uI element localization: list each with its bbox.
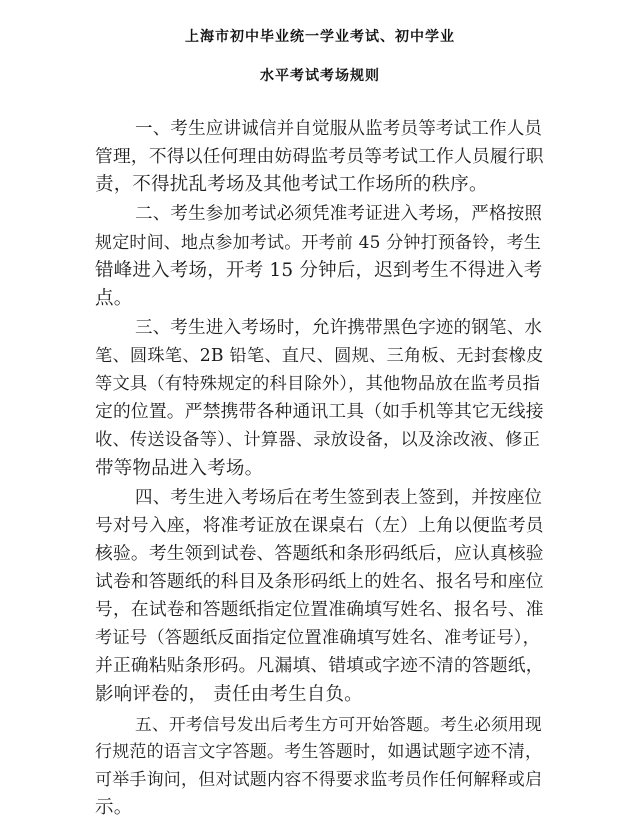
rule-2-line-3: 错峰进入考场，开考 15 分钟后，迟到考生不得进入考 — [95, 260, 543, 281]
rule-3-line-5: 收、传送设备等）、计算器、录放设备，以及涂改液、修正 — [95, 430, 541, 450]
rule-1-line-3: 责，不得扰乱考场及其他考试工作场所的秩序。 — [95, 174, 488, 195]
rule-4-line-7: 并正确粘贴条形码。凡漏填、错填或字迹不清的答题纸， — [95, 656, 544, 676]
rule-1-line-2: 管理，不得以任何理由妨碍监考员等考试工作人员履行职 — [95, 147, 544, 167]
rule-5-line-1: 五、开考信号发出后考生方可开始答题。考生必须用现 — [135, 714, 542, 734]
rule-3-line-3: 等文具（有特殊规定的科目除外），其他物品放在监考员指 — [95, 374, 541, 394]
rule-5-line-2: 行规范的语言文字答题。考生答题时，如遇试题字迹不清， — [95, 742, 543, 762]
rule-3-line-6: 带等物品进入考场。 — [95, 458, 264, 479]
rule-4-line-3: 核验。考生领到试卷、答题纸和条形码纸后，应认真核验 — [95, 544, 544, 564]
rule-2-line-4: 点。 — [95, 288, 133, 309]
rule-4-line-5: 号，在试卷和答题纸指定位置准确填写姓名、报名号、准 — [95, 600, 544, 620]
rule-3-line-1: 三、考生进入考场时，允许携带黑色字迹的钢笔、水 — [135, 318, 543, 338]
document-title-line-1: 上海市初中毕业统一学业考试、初中学业 — [185, 29, 455, 45]
document-title-line-2: 水平考试考场规则 — [260, 68, 380, 84]
rule-1-line-1: 一、考生应讲诚信并自觉服从监考员等考试工作人员 — [135, 119, 543, 139]
rule-2-line-2: 规定时间、地点参加考试。开考前 45 分钟打预备铃，考生 — [95, 233, 542, 253]
rule-5-line-4: 示。 — [95, 797, 133, 818]
rule-4-line-8: 影响评卷的， 责任由考生自负。 — [95, 684, 363, 705]
rule-5-line-3: 可举手询问，但对试题内容不得要求监考员作任何解释或启 — [95, 770, 543, 790]
rule-4-line-6: 考证号（答题纸反面指定位置准确填写姓名、准考证号）， — [95, 628, 541, 648]
rule-2-line-1: 二、考生参加考试必须凭准考证进入考场，严格按照 — [135, 204, 543, 224]
rule-4-line-2: 号对号入座，将准考证放在课桌右（左）上角以便监考员 — [95, 516, 544, 536]
rule-3-line-4: 定的位置。严禁携带各种通讯工具（如手机等其它无线接 — [95, 402, 544, 422]
rule-4-line-1: 四、考生进入考场后在考生签到表上签到，并按座位 — [135, 488, 543, 508]
rule-3-line-2: 笔、圆珠笔、2B 铅笔、直尺、圆规、三角板、无封套橡皮 — [95, 346, 544, 366]
rule-4-line-4: 试卷和答题纸的科目及条形码纸上的姓名、报名号和座位 — [95, 572, 544, 592]
